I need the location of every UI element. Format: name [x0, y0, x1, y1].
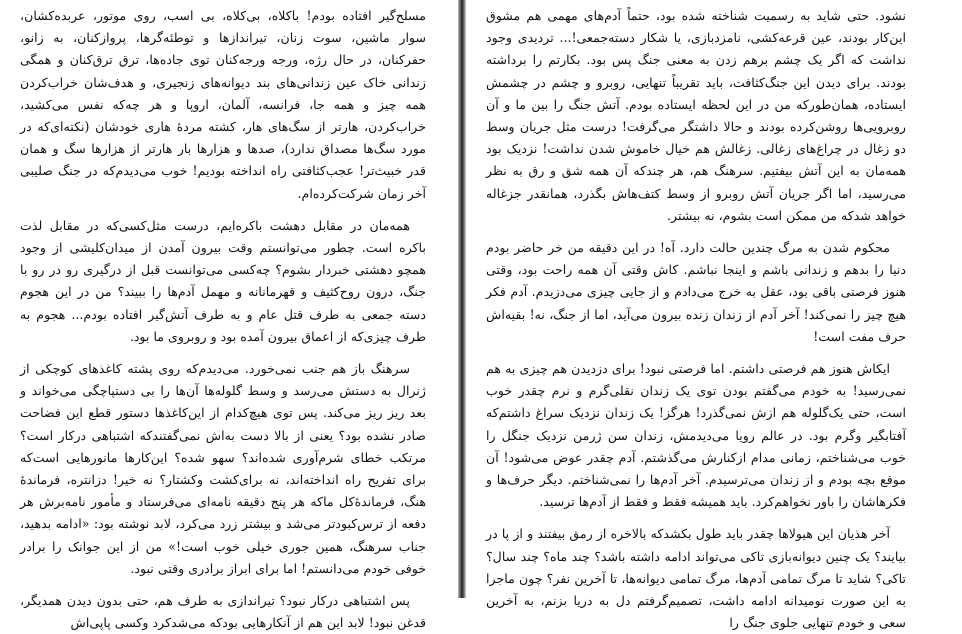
right-paragraph-3: ایکاش هنوز هم فرصتی داشتم. اما فرصتی نبود! برای دزدیدن هم چیزی به هم نمی‌رسید! به خودم می‌گفتم بودن توی یک زندان نقلی‌گرم و نرم چقدر خوب است، حتی یک‌گلوله هم ازش نمی‌گذرد! هرگز! یک زندان نزدیک سراغ داشتم‌که آفتابگیر وگرم بود. در عالم رویا می‌دیدمش، زندان سن ژرمن نزدیک جنگل را خوب می‌شناختم، زمانی مدام ازکنارش می‌گذشتم. آدم چقدر عوض می‌شود! آن موقع بچه بودم و از زندان می‌ترسیدم. آخر آدم‌ها را نمی‌شناختم. دیگر حرف‌ها و فکرهاشان را باور نخواهم‌کرد. باید همیشه فقط و فقط از آدم‌ها ترسید. [486, 361, 906, 510]
left-paragraph-2: همه‌مان در مقابل دهشت باکره‌ایم، درست مثل‌کسی‌که در مقابل لذت باکره است. چطور می‌توانستم وقت بیرون آمدن از میدان‌کلیشی از وجود همچو دهشتی خبردار بشوم؟ چه‌کسی می‌توانست قبل از درگیری رو در رو با جنگ، درون روح‌کثیف و قهرمانانه و مهمل آدم‌ها را ببیند؟ من در این هجوم دسته جمعی به طرف قتل عام و به طرف آتش‌گیر افتاده بودم... هجوم به طرف چیزی‌که از اعماق بیرون آمده بود و روبروی ما بود. [20, 217, 426, 344]
left-paragraph-4: پس اشتباهی درکار نبود؟ تیراندازی به طرف هم، حتی بدون دیدن همدیگر، قدغن نبود! لابد این هم از آنکارهایی بودکه می‌شدکرد وکسی پاپی‌اش [20, 593, 426, 631]
right-paragraph-4: آخر هذیان این هیولاها چقدر باید طول بکشدکه بالاخره از رمق بیفتند و از پا در بیایند؟ یک چنین دیوانه‌بازی تاکی می‌تواند ادامه داشته باشد؟ چند ماه؟ چند سال؟ تاکی؟ شاید تا مرگ تمامی آدم‌ها، مرگ تمامی دیوانه‌ها، تا آخرین نفر؟ چون ماجرا به این صورت نومیدانه ادامه داشت، تصمیم‌گرفتم دل به دریا بزنم، به آخرین سعی و خودم تنهایی جلوی جنگ را [486, 526, 906, 631]
left-page [0, 0, 458, 631]
right-page-text [466, 0, 962, 634]
right-page [466, 0, 962, 631]
right-paragraph-2: محکوم شدن به مرگ چندین حالت دارد. آه! در این دقیقه من خر حاضر بودم دنیا را بدهم و زندانی باشم و اینجا نباشم. کاش وقتی آن همه راحت بود، وقتی هنوز فرصتی باقی بود، عقل به خرج می‌دادم و از جایی چیزی می‌دزیدم. آدم فکر هیچ چیز را نمی‌کند! آخر آدم از زندان زنده بیرون می‌آید، اما از جنگ، نه! بقیه‌اش حرف مفت است! [486, 240, 906, 344]
left-paragraph-3: سرهنگ باز هم جنب نمی‌خورد. می‌دیدم‌که روی پشته کاغذهای کوچکی از ژنرال به دستش می‌رسد و وسط گلوله‌ها آن‌ها را بی دستپاچگی می‌خواند و بعد ریز ریز می‌کند. پس توی هیچ‌کدام از این‌کاغذها دستور قطع این فضاحت صادر نشده بود؟ یعنی از بالا دست به‌اش نمی‌گفتند‌که اشتباهی درکار است؟ مرتکب خطای شرم‌آوری شده‌اند؟ سهو شده؟ این‌کارها مانورهایی است‌که برای تفریح راه انداخته‌اند، نه برای‌کشت وکشتار؟ نه خیر! دزانتره، فرمانده‌ٔ هنگ، فرمانده‌ٔکل ماکه هر پنج دقیقه نامه‌ای می‌فرستاد و مأمور نامه‌برش هر دفعه از ترس‌کبودتر می‌شد و بیشتر زرد می‌کرد، لابد نوشته بود: «ادامه بدهید، جناب سرهنگ، همین جوری خیلی خوب است!» من از این جوانک را برادر خوفی خودم می‌دانستم! اما برای ابراز برادری وقتی نبود. [20, 361, 426, 576]
book-gutter [458, 0, 466, 598]
right-paragraph-1: نشود. حتی شاید به رسمیت شناخته شده بود، حتماً آدم‌های مهمی هم مشوق این‌کار بودند، عین قرعه‌کشی، نامزدبازی، یا شکار دسته‌جمعی!... تردیدی وجود نداشت که اگر یک چشم برهم زدن به معنی جنگ پس بود. بکارتم را برداشته بودند. برای دیدن این جنگ‌کثافت، باید تقریباً تنهایی، روبرو و چشم در چشمش ایستاده، همان‌طورکه من در این لحظه ایستاده بودم. آتش جنگ را بین ما و آن روبرویی‌ها روشن‌کرده بودند و حالا داشتگر می‌گرفت! درست مثل جریان وسط دو زغال در چراغ‌های زغالی. زغالش هم خیال خاموش شدن نداشت! نزدیک بود همه‌مان به این آتش بیفتیم. سرهنگ هم، هر چندکه آن همه شق و رق به نظر می‌رسید، اما اگر جریان آتش روبرو از وسط کتف‌هاش بگذرد، همانقدر جزغاله خواهد شدکه من ممکن است بشوم، نه بیشتر. [486, 8, 906, 223]
left-paragraph-1: مسلح‌گیر افتاده بودم! باکلاه، بی‌کلاه، بی اسب، روی موتور، عربده‌کشان، سوار ماشین، سوت زنان، تیراندازها و توطئه‌گرها، پروازکنان، به زانو، حفرکنان، در حال رژه، ورجه ورجه‌کنان توی جاده‌ها، ترق ترق‌کنان و همگی زندانی خاک عین زندانی‌های بند دیوانه‌های زنجیری، و هدف‌شان خراب‌کردن همه چیز و همه جا، فرانسه، آلمان، اروپا و هر چه‌که نفس می‌کشید، خراب‌کردن، هارتر از سگ‌های هار، کشته مردهٔ هاری خودشان (نکته‌ای‌که در مورد سگ‌ها مصداق ندارد)، صدها و هزارها بار هارتر از هزارها سگ و همان قدر خبیث‌تر! عجب‌کثافتی راه انداخته بودیم! خوب می‌دیدم‌که در جنگ صلیبی آخر زمان شرکت‌کرده‌ام. [20, 8, 426, 201]
left-page-text [0, 0, 458, 634]
